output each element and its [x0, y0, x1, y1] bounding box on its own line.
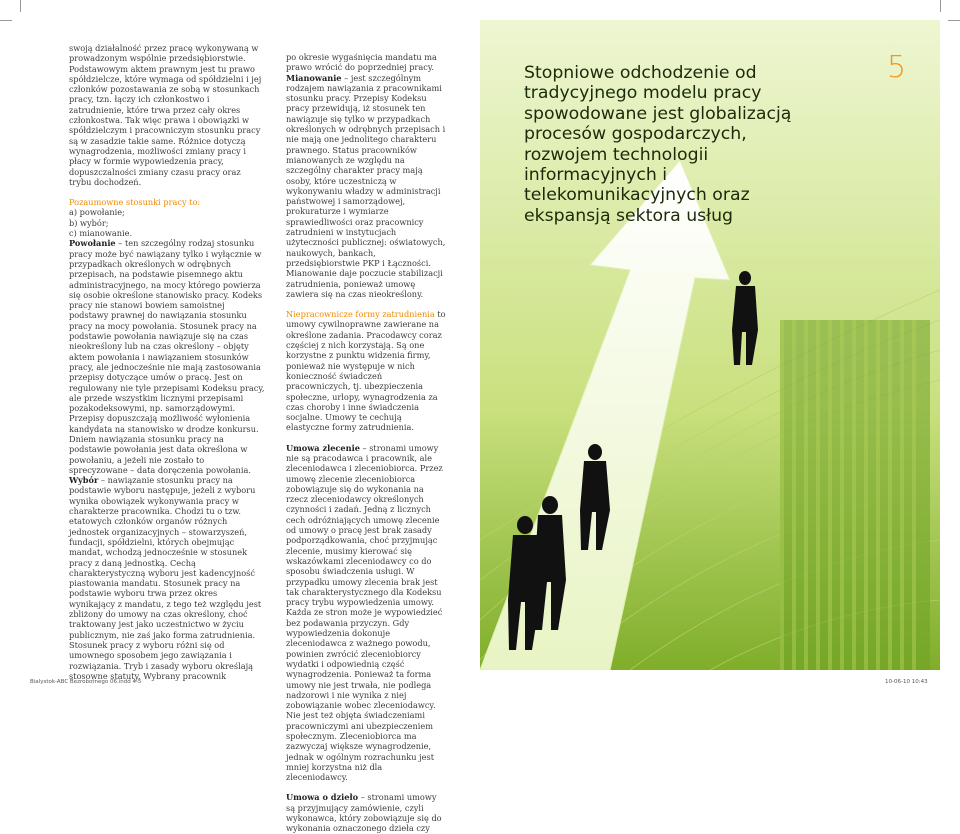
paragraph: Umowa zlecenie – stronami umowy nie są pracodawca i pracownik, ale zleceniodawca i zleceniobiorca. Przez umowę zlecenie zleceniobiorca zobowiązuje się do wykonania na rzecz zleceniodawcy określonych czynności i zadań. Jedną z licznych cech odróżniających umowę zlecenie od umowy o pracę jest brak zasady podporządkowania, choć przyjmując zlecenie, musimy kierować się wskazówkami zleceniodawcy co do sposobu świadczenia usługi. W przypadku umowy zlecenia brak jest tak charakterystycznego dla Kodeksu pracy trybu wypowiedzenia umowy. Każda ze stron może je wypowiedzieć bez podawania przyczyn. Gdy wypowiedzenia dokonuje zleceniodawca z ważnego powodu, powinien zwrócić zleceniobiorcy wydatki i odpowiednią część wynagrodzenia. Ponieważ ta forma umowy nie jest trwała, nie podlega nadzorowi i nie wynika z niej zobowiązanie wobec zleceniodawcy. Nie jest też objęta świadczeniami pracowniczymi ani ubezpieczeniem społecznym. Zleceniobiorca ma zazwyczaj większe wynagrodzenie, jednak w ogólnym rozrachunku jest mniej korzystna niż dla zleceniodawcy. — [286, 442, 443, 783]
paragraph: swoją działalność przez pracę wykonywaną w prowadzonym wspólnie przedsiębiorstwie. Podstawowym aktem prawnym jest tu prawo spółdzielcze, które wymaga od spółdzielni i jej członków pozostawania ze sobą w stosunkach pracy, tzn. łączy ich członkostwo i zatrudnienie, które trwa przez cały okres członkostwa. Tak więc prawa i obowiązki w spółdzielczym i pracowniczym stosunku pracy są w zasadzie takie same. Różnice dotyczą wynagrodzenia, możliwości zmiany pracy i płacy w formie wypowiedzenia pracy, dopuszczalności zmiany czasu pracy oraz trybu dochodzeń. — [69, 43, 262, 187]
term: Wybór — [69, 475, 99, 486]
list-item: b) wybór; — [69, 217, 109, 228]
paragraph: Powołanie – ten szczególny rodzaj stosunku pracy może być nawiązany tylko i wyłącznie w przypadkach określonych w odrębnych przepisach, na podstawie pisemnego aktu administracyjnego, na mocy którego powierza się osobie określone stanowisko pracy. Kodeks pracy nie stanowi bowiem samoistnej podstawy prawnej do nawiązania stosunku pracy na mocy powołania. Stosunek pracy na podstawie powołania nawiązuje się na czas nieokreślony lub na czas określony – objęty aktem powołania i nawiązaniem stosunków pracy, ale jednocześnie nie mają zastosowania przepisy dotyczące umów o pracę. Jest on regulowany nie tyle przepisami Kodeksu pracy, ale przede wszystkim licznymi przepisami pozakodeksowymi, np. samorządowymi. — [69, 238, 265, 414]
print-slug — [0, 677, 960, 693]
page-number: 5 — [887, 50, 907, 85]
term: Umowa zlecenie — [286, 442, 360, 453]
paragraph: po okresie wygaśnięcia mandatu ma prawo wrócić do poprzedniej pracy. — [286, 52, 437, 73]
print-date: 10-06-10 10:43 — [885, 679, 928, 685]
term: Mianowanie — [286, 72, 342, 83]
paragraph: Umowa o dzieło – stronami umowy są przyjmujący zamówienie, czyli wykonawca, który zobowiązuje się do wykonania oznaczonego dzieła czy — [286, 792, 442, 834]
paragraph: Przepisy dopuszczają możliwość wyłonienia kandydata na stanowisko w drodze konkursu. Dniem nawiązania stosunku pracy na podstawie powołania jest data określona w powołaniu, a jeżeli nie zostało to sprecyzowane – data doręczenia powołania. — [69, 413, 259, 475]
paragraph: Niepracownicze formy zatrudnienia to umowy cywilnoprawne zawierane na określone zadania. Pracodawcy coraz częściej z nich korzystają. Są one korzystne z punktu widzenia firmy, ponieważ nie występuje w nich konieczność świadczeń pracowniczych, tj. ubezpieczenia społeczne, urlopy, wynagrodzenia za czas choroby i inne świadczenia socjalne. Umowy te cechują elastyczne formy zatrudnienia. — [286, 309, 446, 433]
paragraph: Mianowanie – jest szczególnym rodzajem nawiązania z pracownikami stosunku pracy. Przepisy Kodeksu pracy przewidują, iż stosunek ten nawiązuje się tylko w przypadkach określonych w odrębnych przepisach i nie mają one jednolitego charakteru prawnego. Status pracowników mianowanych ze względu na szczególny charakter pracy mają osoby, które uczestniczą w wykonywaniu władzy w administracji państwowej i samorządowej, prokuraturze i wymiarze sprawiedliwości oraz pracownicy zatrudnieni w instytucjach użyteczności publicznej: oświatowych, naukowych, bankach, przedsiębiorstwie PKP i Łączności. Mianowanie daje poczucie stabilizacji zatrudnienia, ponieważ umowę zawiera się na czas nieokreślony. — [286, 72, 446, 299]
crop-mark — [940, 0, 941, 12]
term: Umowa o dzieło — [286, 792, 359, 803]
term: Powołanie — [69, 238, 116, 249]
crop-mark — [20, 0, 21, 12]
term-highlight: Niepracownicze formy zatrudnienia — [286, 309, 435, 320]
crop-mark — [948, 20, 960, 21]
crop-mark — [0, 20, 12, 21]
list-item: c) mianowanie. — [69, 228, 133, 239]
text-column-left — [69, 43, 265, 681]
list-item: a) powołanie; — [69, 207, 125, 218]
section-heading: Pozaumowne stosunki pracy to: — [69, 197, 201, 208]
paragraph: Wybór – nawiązanie stosunku pracy na podstawie wyboru następuje, jeżeli z wyboru wynika obowiązek wykonywania pracy w charakterze pracownika. Chodzi tu o tzw. etatowych członków organów różnych jednostek organizacyjnych – stowarzyszeń, fundacji, spółdzielni, których obejmując mandat, wchodzą jednocześnie w stosunek pracy z daną jednostką. Cechą charakterystyczną wyboru jest kadencyjność piastowania mandatu. Stosunek pracy na podstawie wyboru trwa przez okres wynikający z mandatu, z tego też względu jest zbliżony do umowy na czas określony, choć traktowany jest jako uczestnictwo w życiu publicznym, nie zaś jako forma zatrudnienia. Stosunek pracy z wyboru różni się od umownego sposobem jego zawiązania i rozwiązania. Tryb i zasady wyboru określają stosowne statuty. Wybrany pracownik — [69, 475, 262, 681]
file-name: Bialystok-ABC Bezrobotnego 06.indd 4-5 — [30, 679, 142, 685]
pull-quote-headline: Stopniowe odchodzenie od tradycyjnego modelu pracy spowodowane jest globalizacją procesów gospodarczych, rozwojem technologii informacyjnych i telekomunikacyjnych oraz ekspansją sektora usług — [524, 63, 792, 226]
text-column-middle — [286, 52, 446, 834]
